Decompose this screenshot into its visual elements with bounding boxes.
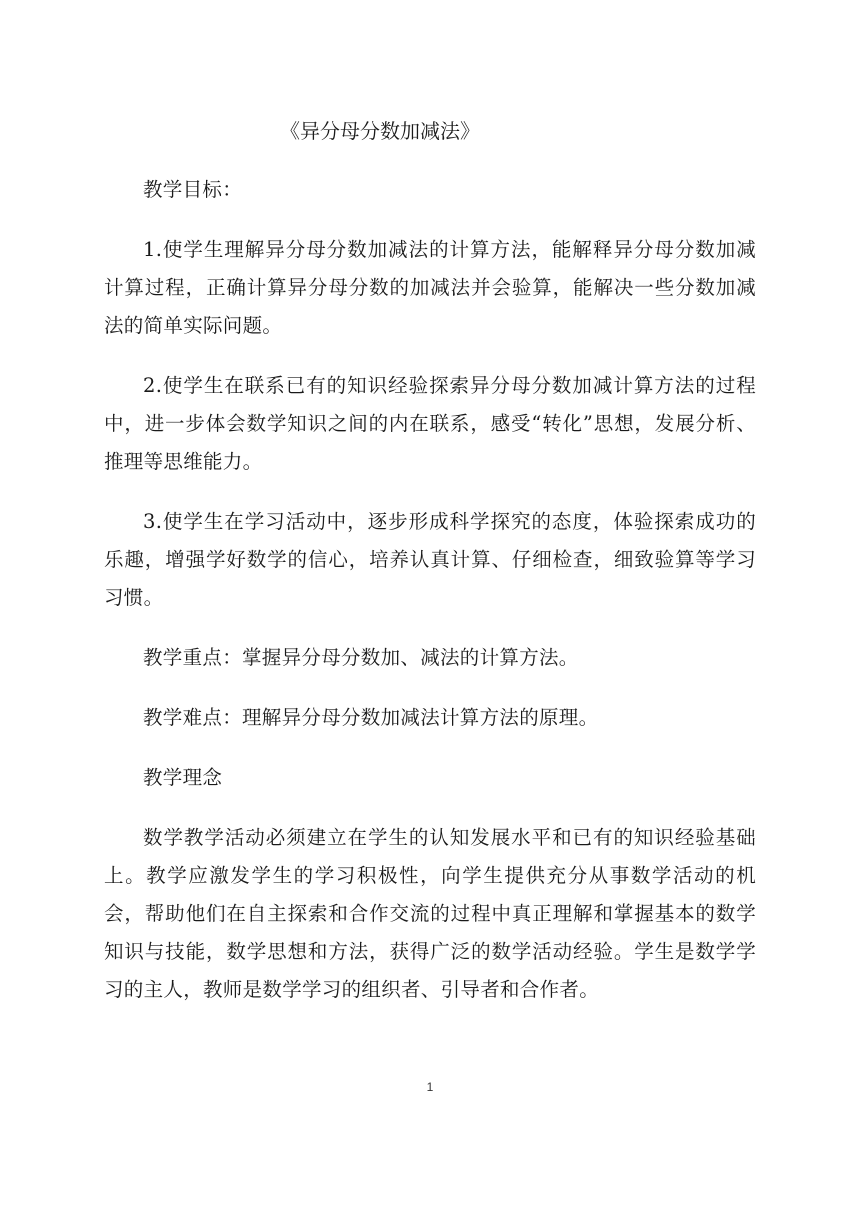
- section-heading-philosophy: 教学理念: [143, 766, 223, 789]
- philosophy-paragraph: 数学教学活动必须建立在学生的认知发展水平和已有的知识经验基础上。教学应激发学生的学习积极性，向学生提供充分从事数学活动的机会，帮助他们在自主探索和合作交流的过程中真正理解和掌握基本的数学知识与技能，数学思想和方法，获得广泛的数学活动经验。学生是数学学习的主人，教师是数学学习的组织者、引导者和合作者。: [104, 826, 756, 1001]
- objective-paragraph-2: 2.使学生在联系已有的知识经验探索异分母分数加减计算方法的过程中，进一步体会数学知识之间的内在联系，感受“转化”思想，发展分析、推理等思维能力。: [104, 374, 756, 473]
- section-heading-objectives: 教学目标：: [143, 178, 243, 201]
- key-point-paragraph: 教学重点：掌握异分母分数加、减法的计算方法。: [143, 646, 579, 669]
- document-body: [104, 113, 756, 1009]
- difficulty-paragraph: 教学难点：理解异分母分数加减法计算方法的原理。: [143, 706, 599, 729]
- document-title: 《异分母分数加减法》: [280, 119, 480, 143]
- objective-paragraph-3: 3.使学生在学习活动中，逐步形成科学探究的态度，体验探索成功的乐趣，增强学好数学的信心，培养认真计算、仔细检查，细致验算等学习习惯。: [104, 510, 756, 609]
- page-number: 1: [426, 1080, 434, 1094]
- objective-paragraph-1: 1.使学生理解异分母分数加减法的计算方法，能解释异分母分数加减计算过程，正确计算异分母分数的加减法并会验算，能解决一些分数加减法的简单实际问题。: [104, 238, 756, 337]
